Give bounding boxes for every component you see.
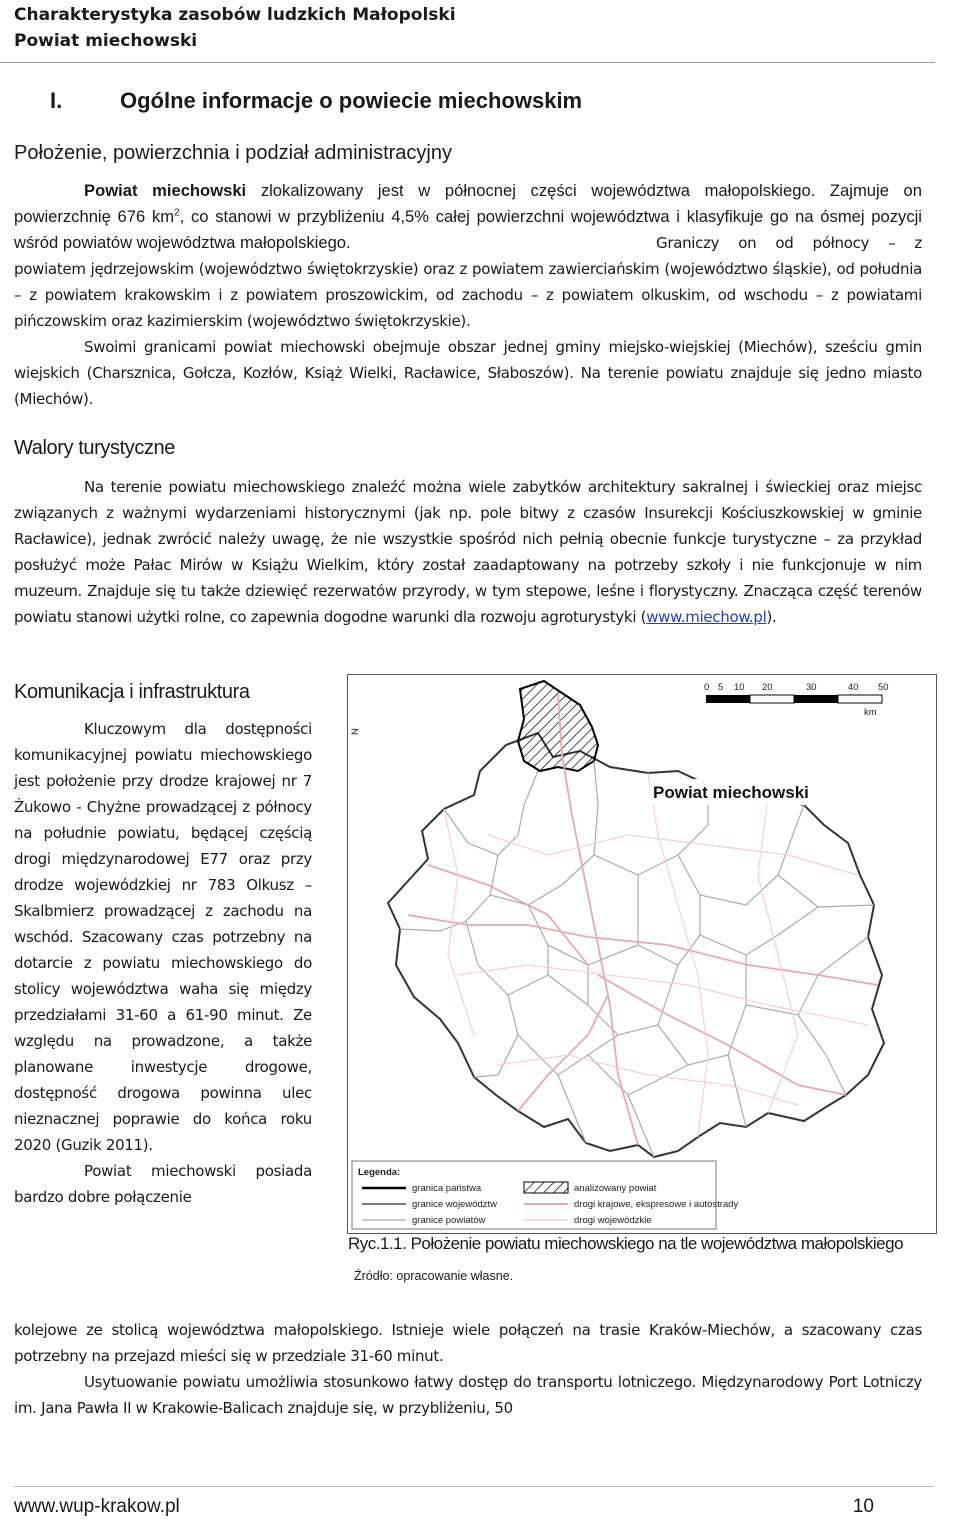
running-header [14,2,934,54]
chapter-number: I. [50,88,63,113]
footer-website: www.wup-krakow.pl [14,1496,180,1517]
north-label: N [350,728,361,735]
scale-tick: 0 [704,682,710,693]
figure-caption: Ryc.1.1. Położenie powiatu miechowskiego na tle województwa małopolskiego [348,1234,904,1253]
section-location-body-2 [14,230,922,412]
highlighted-powiat-label: Powiat miechowski [653,783,809,802]
website-link[interactable]: www.miechow.pl [646,608,767,626]
legend-item: granice powiatów [412,1215,486,1226]
legend-item: granice województw [412,1199,498,1210]
text-run: Na terenie powiatu miechowskiego znaleźć można wiele zabytków architektury sakralnej i świeckiej oraz miejsc związanych z ważnymi wydarzeniami historycznymi (jak np. pole bitwy z czasów Insurekcji Kościuszkowskiej w gminie Racławice), jednak zwrócić należy uwagę, że nie wszystkie spośród nich pełnią obecnie funkcje turystyczne – za przykład posłużyć może Pałac Mirów w Książu Wielkim, który został zaadaptowany na potrzeby szkoły i nie funkcjonuje w nim muzeum. Znajduje się tu także dziewięć rezerwatów przyrody, w tym stepowe, leśne i florystyczny. Znacząca część terenów powiatu stanowi użytki rolne, co zapewnia dogodne warunki dla rozwoju agroturystyki ( [14,478,922,626]
scale-tick: 50 [878,682,889,693]
legend-title: Legenda: [358,1167,401,1178]
figure-source: Źródło: opracowanie własne. [354,1269,514,1283]
section-transport-body [14,1317,922,1421]
scale-tick: 10 [734,682,745,693]
map-legend [352,1161,738,1229]
transport-column-text [14,716,312,1210]
paragraph: kolejowe ze stolicą województwa małopolskiego. Istnieje wiele połączeń na trasie Kraków-Miechów, a szacowany czas potrzebny na przejazd mieści się w przedziale 31-60 minut. [14,1321,922,1365]
scale-tick: 40 [848,682,859,693]
scale-tick: 20 [762,682,773,693]
paragraph: Usytuowanie powiatu umożliwia stosunkowo łatwy dostęp do transportu lotniczego. Międzynarodowy Port Lotniczy im. Jana Pawła II w Krakowie-Balicach znajduje się, w przybliżeniu, 50 [14,1373,922,1417]
header-subtitle: Powiat miechowski [14,31,198,51]
header-title: Charakterystyka zasobów ludzkich Małopolski [14,5,456,25]
analyzed-powiat-area [518,681,598,771]
map-svg [348,675,936,1233]
section-tourism-body [14,474,922,630]
scale-tick: 30 [806,682,817,693]
paragraph [14,474,922,630]
text-run: , co stanowi w przybliżeniu 4,5% całej powierzchni województwa i klasyfikuje go na ósmej pozycji wśród powiatów województwa małopolskiego. [14,207,922,252]
legend-item: granica państwa [412,1183,482,1194]
chapter-heading [50,88,582,114]
paragraph [14,230,922,334]
legend-item: drogi krajowe, ekspresowe i autostrady [574,1199,739,1210]
paragraph: Swoimi granicami powiat miechowski obejmuje obszar jednej gminy miejsko-wiejskiej (Miechów), sześciu gmin wiejskich (Charsznica, Gołcza, Kozłów, Książ Wielki, Racławice, Słaboszów). Na terenie powiatu znajduje się jedno miasto (Miechów). [14,338,922,408]
text-run: zlokalizowany jest w północnej części województwa małopolskiego. Zajmuje on powierzchnię 676 km [14,181,923,226]
header-divider [0,62,935,63]
chapter-title: Ogólne informacje o powiecie miechowskim [120,88,583,113]
map-figure [347,674,937,1234]
page-number: 10 [852,1496,874,1517]
text-run: ). [766,608,777,626]
section-heading-tourism: Walory turystyczne [14,437,175,459]
paragraph: Powiat miechowski posiada bardzo dobre połączenie [14,1162,312,1206]
legend-item: drogi wojewódzkie [574,1215,652,1226]
legend-item: analizowany powiat [574,1183,657,1194]
paragraph: Kluczowym dla dostępności komunikacyjnej powiatu miechowskiego jest położenie przy drodze krajowej nr 7 Żukowo - Chyżne prowadzącej z północy na południe powiatu, będącej częścią drogi międzynarodowej E77 oraz przy drodze wojewódzkiej nr 783 Olkusz – Skalbmierz prowadzącej z zachodu na wschód. Szacowany czas potrzebny na dotarcie z powiatu miechowskiego do stolicy województwa waha się między przedziałami 31-60 a 61-90 minut. Ze względu na prowadzone, a także planowane inwestycje drogowe, dostępność drogowa powinna ulec nieznacznej poprawie do końca roku 2020 (Guzik 2011). [14,720,312,1154]
scale-bar [704,682,889,718]
section-heading-location: Położenie, powierzchnia i podział administracyjny [14,142,452,164]
scale-tick: 5 [718,682,724,693]
footer-divider [14,1486,934,1487]
scale-unit: km [864,707,877,718]
bold-term: Powiat miechowski [84,181,247,200]
superscript: 2 [174,207,180,219]
section-heading-transport: Komunikacja i infrastruktura [14,681,250,703]
text-run: Graniczy on od północy – z powiatem jędrzejowskim (województwo świętokrzyskie) oraz z powiatem zawierciańskim (województwo śląskie), od południa – z powiatem krakowskim i z powiatem proszowickim, od zachodu – z powiatem olkuskim, od wschodu – z powiatami pińczowskim oraz kazimierskim (województwo świętokrzyskie). [14,234,922,330]
